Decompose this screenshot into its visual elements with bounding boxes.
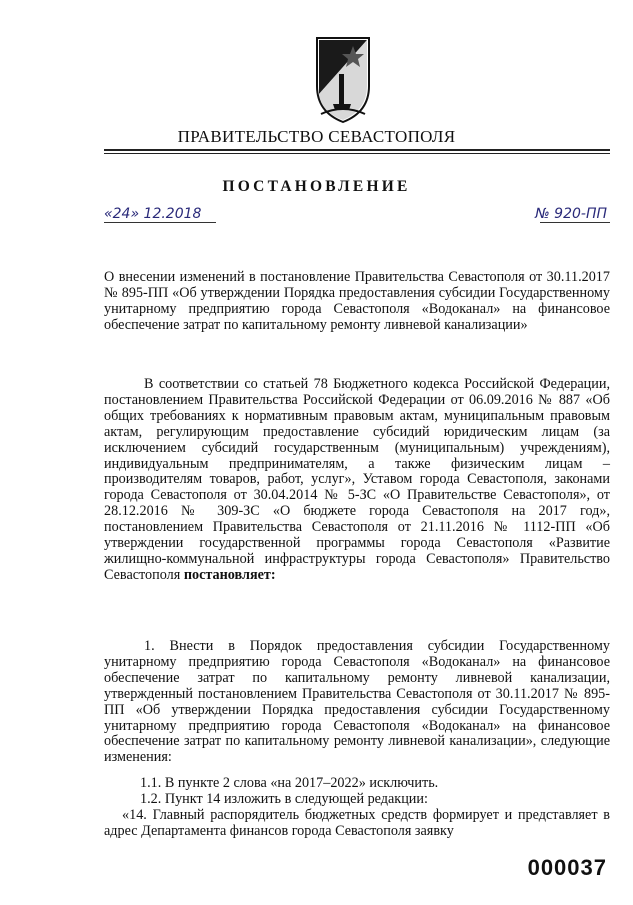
paragraph-1-2: 1.2. Пункт 14 изложить в следующей редакции: bbox=[140, 791, 428, 807]
header-rule-thin bbox=[104, 153, 610, 154]
document-number: № 920-ПП bbox=[535, 206, 607, 222]
legal-basis-text: В соответствии со статьей 78 Бюджетного кодекса Российской Федерации, постановлением Правительства Российской Федерации от 06.09.2016 № 887 «Об общих требованиях к нормативным правовым актам, муниципальным правовым актам, регулирующим предоставление субсидий юридическим лицам (за исключением субсидий государственным (муниципальным) учреждениям), индивидуальным предпринимателям, а также физическим лицам – производителям товаров, работ, услуг», Уставом города Севастополя, законами города Севастополя от 30.04.2014 № 5-ЗС «О Правительстве Севастополя», от 28.12.2016 № 309-ЗС «О бюджете города Севастополя на 2017 год», постановлением Правительства Севастополя от 21.11.2016 № 1112-ПП «Об утверждении государственной программы города Севастополя «Развитие жилищно-коммунальной инфраструктуры города Севастополя» Правительство Севастополя bbox=[104, 376, 610, 583]
paragraph-1: 1. Внести в Порядок предоставления субсидии Государственному унитарному предприятию города Севастополя «Водоканал» на финансовое обеспечение затрат по капитальному ремонту ливневой канализации, утвержденный постановлением Правительства Севастополя от 30.11.2017 № 895-ПП «Об утверждении Порядка предоставления субсидии Государственному унитарному предприятию города Севастополя «Водоканал» на финансовое обеспечение затрат по капитальному ремонту ливневой канализации», следующие изменения: bbox=[104, 638, 610, 766]
resolution-title: О внесении изменений в постановление Правительства Севастополя от 30.11.2017 № 895-ПП «Об утверждении Порядка предоставления субсидии Государственному унитарному предприятию города Севастополя «Водоканал» на финансовое обеспечение затрат по капитальному ремонту ливневой канализации» bbox=[104, 269, 610, 333]
government-name: ПРАВИТЕЛЬСТВО СЕВАСТОПОЛЯ bbox=[177, 127, 456, 146]
header-rule bbox=[104, 149, 610, 151]
number-underline bbox=[540, 222, 610, 223]
date-underline bbox=[104, 222, 216, 223]
document-date: «24» 12.2018 bbox=[104, 206, 202, 222]
paragraph-14-new-wording: «14. Главный распорядитель бюджетных средств формирует и представляет в адрес Департамента финансов города Севастополя заявку bbox=[104, 807, 610, 839]
document-type-title: ПОСТАНОВЛЕНИЕ bbox=[222, 178, 411, 195]
sevastopol-coat-of-arms-icon bbox=[313, 34, 373, 124]
paragraph-1-1: 1.1. В пункте 2 слова «на 2017–2022» исключить. bbox=[140, 775, 439, 791]
legal-basis-paragraph bbox=[104, 377, 610, 584]
resolves-keyword: постановляет: bbox=[183, 566, 276, 583]
page-stamp-number: 000037 bbox=[527, 855, 607, 880]
